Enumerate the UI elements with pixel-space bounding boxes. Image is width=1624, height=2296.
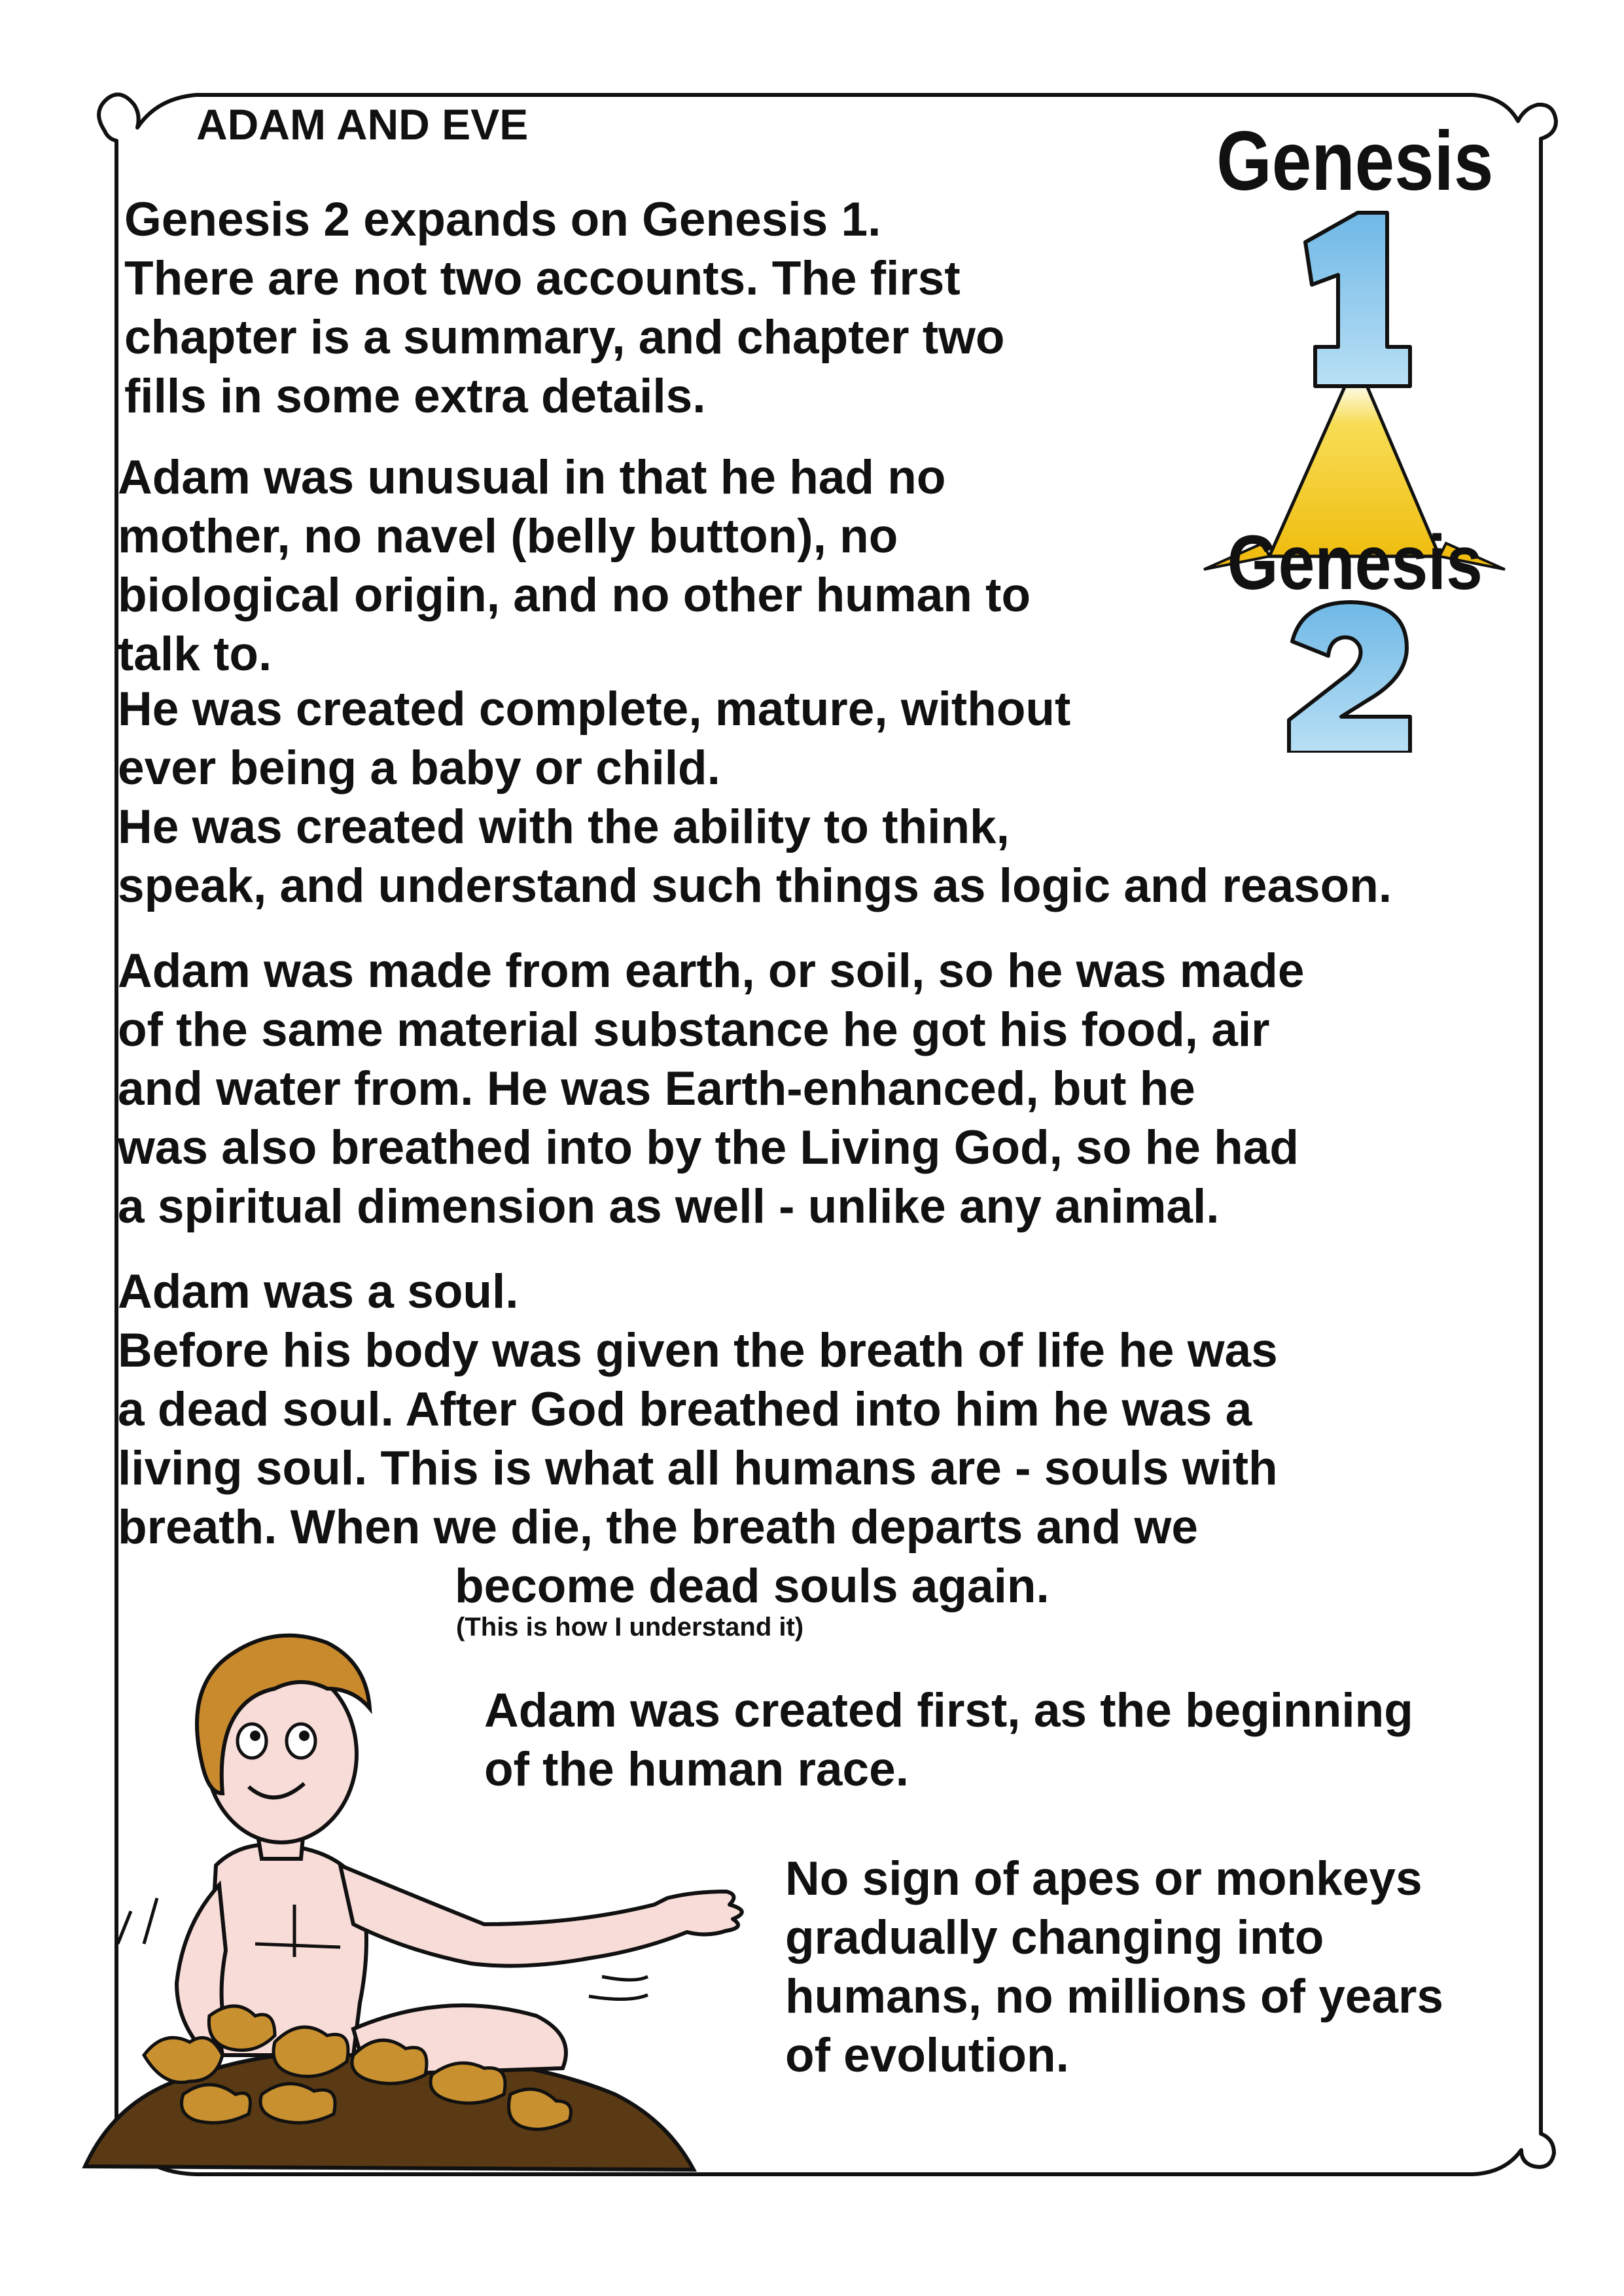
author-note: (This is how I understand it) [456, 1613, 804, 1641]
intro-line: fills in some extra details. [124, 370, 706, 423]
paragraph-line: ever being a baby or child. [118, 742, 720, 795]
paragraph-line: Adam was unusual in that he had no [118, 451, 946, 504]
intro-line: chapter is a summary, and chapter two [124, 311, 1005, 364]
paragraph-line: and water from. He was Earth-enhanced, but he [118, 1062, 1195, 1115]
paragraph-line: was also breathed into by the Living God, so he had [118, 1121, 1299, 1174]
paragraph-line: become dead souls again. [455, 1560, 1050, 1613]
adam-arm-shape [340, 1865, 742, 1966]
paragraph-line: He was created with the ability to think, [118, 800, 1010, 853]
intro-line: Genesis 2 expands on Genesis 1. [124, 193, 881, 246]
paragraph-line: living soul. This is what all humans are - souls with [118, 1442, 1278, 1495]
paragraph-line: of evolution. [785, 2029, 1069, 2082]
paragraph-line: a spiritual dimension as well - unlike any animal. [118, 1180, 1220, 1233]
paragraph-line: No sign of apes or monkeys [785, 1852, 1422, 1905]
paragraph-line: a dead soul. After God breathed into him he was a [118, 1383, 1252, 1436]
paragraph-line: breath. When we die, the breath departs and we [118, 1501, 1198, 1554]
paragraph-line: Adam was made from earth, or soil, so he was made [118, 944, 1305, 997]
genesis-illustration [1191, 98, 1531, 753]
intro-line: There are not two accounts. The first [124, 252, 961, 305]
number-two-shape [1289, 602, 1410, 753]
paragraph-line: Adam was created first, as the beginning [484, 1684, 1413, 1737]
paragraph-line: He was created complete, mature, without [118, 683, 1071, 736]
page-title: ADAM AND EVE [196, 100, 529, 149]
paragraph-line: speak, and understand such things as logic and reason. [118, 859, 1392, 912]
paragraph-line: gradually changing into [785, 1911, 1324, 1964]
paragraph-line: humans, no millions of years [785, 1970, 1443, 2023]
paragraph-line: of the human race. [484, 1743, 909, 1796]
paragraph-line: talk to. [118, 628, 272, 681]
adam-illustration [79, 1558, 831, 2199]
paragraph-line: Before his body was given the breath of life he was [118, 1324, 1278, 1377]
paragraph-line: mother, no navel (belly button), no [118, 510, 898, 563]
genesis-bottom-label: Genesis [1227, 520, 1483, 606]
genesis-top-label: Genesis [1216, 114, 1494, 209]
paragraph-line: Adam was a soul. [118, 1265, 519, 1318]
number-one-shape [1305, 213, 1410, 386]
paragraph-line: biological origin, and no other human to [118, 569, 1031, 622]
paragraph-line: of the same material substance he got his food, air [118, 1003, 1270, 1056]
